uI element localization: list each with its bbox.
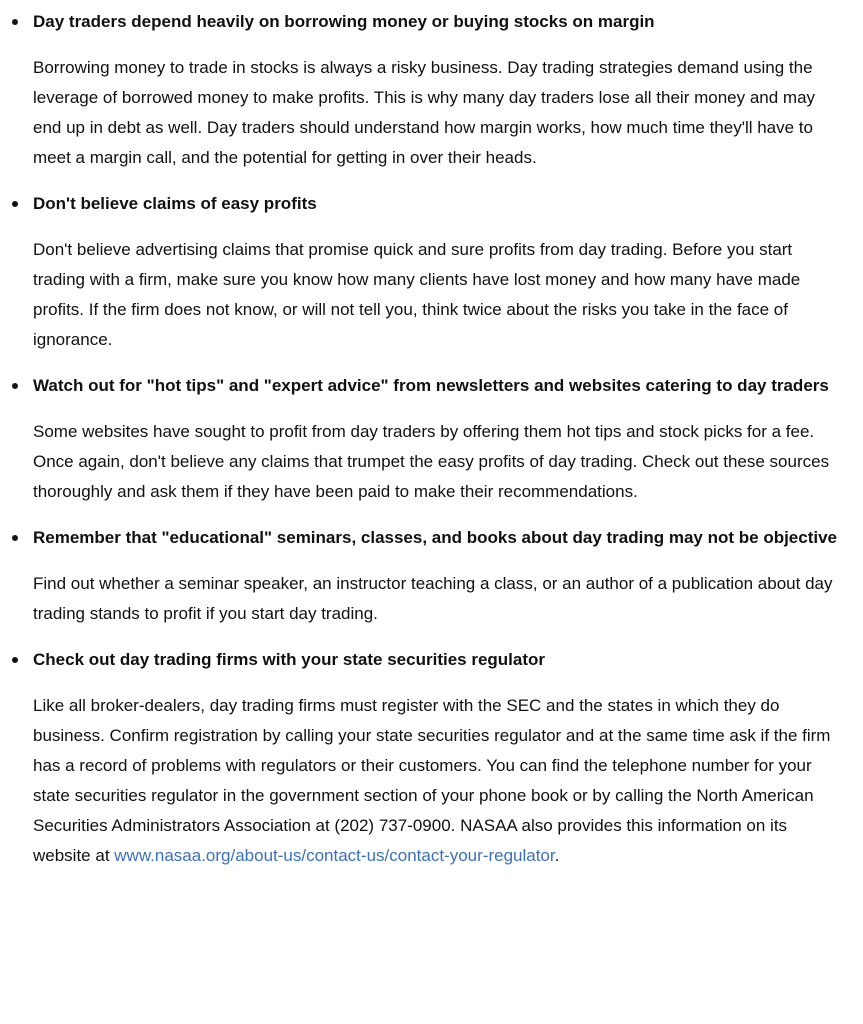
item-heading: Watch out for "hot tips" and "expert advice" from newsletters and websites catering to day traders [33, 376, 829, 395]
item-paragraph: Find out whether a seminar speaker, an instructor teaching a class, or an author of a publication about day trading stands to profit if you start day trading. [33, 574, 833, 623]
item-paragraph [33, 691, 840, 871]
paragraph-text-after-link: . [554, 846, 560, 865]
item-heading: Remember that "educational" seminars, classes, and books about day trading may not be objective [33, 528, 838, 547]
item-heading: Day traders depend heavily on borrowing money or buying stocks on margin [33, 12, 655, 31]
item-paragraph: Borrowing money to trade in stocks is always a risky business. Day trading strategies demand using the leverage of borrowed money to make profits. This is why many day traders lose all their money and may end up in debt as well. Day traders should understand how margin works, how much time they'll have to meet a margin call, and the potential for getting in over their heads. [33, 58, 816, 167]
day-trading-tips-list [0, 7, 863, 871]
paragraph-text-before-link: Like all broker-dealers, day trading firms must register with the SEC and the states in which they do business. Confirm registration by calling your state securities regulator and at the same time ask if the firm has a record of problems with regulators or their customers. You can find the telephone number for your state securities regulator in the government section of your phone book or by calling the North American Securities Administrators Association at (202) 737-0900. NASAA also provides this information on its website at [33, 696, 831, 865]
list-item [0, 371, 840, 507]
item-heading: Don't believe claims of easy profits [33, 194, 317, 213]
item-heading: Check out day trading firms with your state securities regulator [33, 650, 546, 669]
list-item [0, 645, 840, 871]
list-item [0, 7, 840, 173]
nasaa-regulator-link[interactable]: www.nasaa.org/about-us/contact-us/contact-your-regulator [114, 846, 555, 865]
list-item [0, 189, 840, 355]
list-item [0, 523, 840, 629]
item-paragraph: Don't believe advertising claims that promise quick and sure profits from day trading. Before you start trading with a firm, make sure you know how many clients have lost money and how many have made profits. If the firm does not know, or will not tell you, think twice about the risks you take in the face of ignorance. [33, 240, 801, 349]
item-paragraph: Some websites have sought to profit from day traders by offering them hot tips and stock picks for a fee. Once again, don't believe any claims that trumpet the easy profits of day trading. Check out these sources thoroughly and ask them if they have been paid to make their recommendations. [33, 422, 830, 501]
